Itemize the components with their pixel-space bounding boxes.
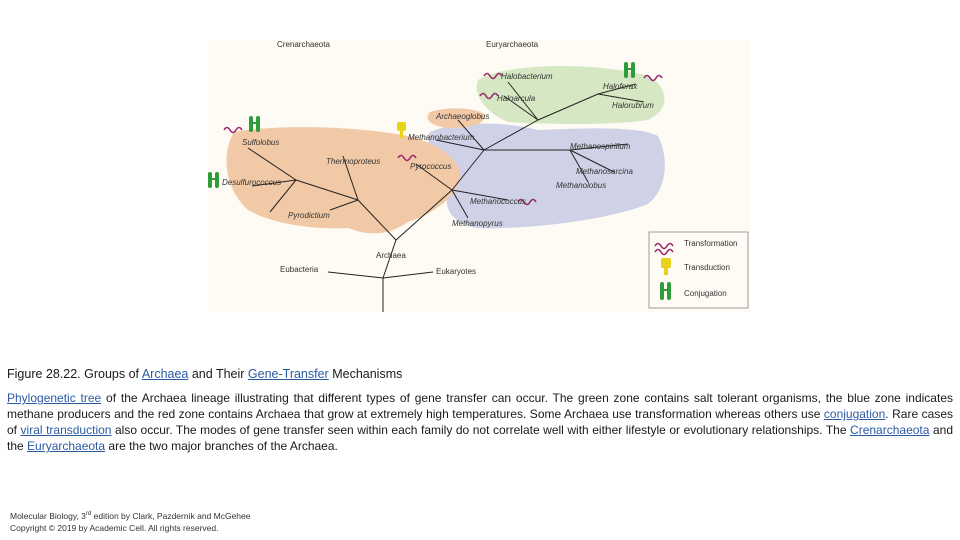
euryarchaeota-link[interactable]: Euryarchaeota [27, 439, 106, 453]
label-eubacteria: Eubacteria [280, 265, 319, 274]
copyright-credit [10, 508, 410, 534]
label-haloarcula: Haloarcula [497, 94, 536, 103]
phylogenetic-tree-diagram [208, 40, 750, 312]
legend-conjugation: Conjugation [684, 289, 727, 298]
label-archaea: Archaea [376, 251, 406, 260]
conjugation-link[interactable]: conjugation [823, 407, 886, 421]
label-thermoproteus: Thermoproteus [326, 157, 381, 166]
label-halorubrum: Halorubrum [612, 101, 654, 110]
label-pyrococcus: Pyrococcus [410, 162, 452, 171]
viral-transduction-link[interactable]: viral transduction [20, 423, 112, 437]
legend-transformation: Transformation [684, 239, 738, 248]
transduction-icon [397, 122, 406, 131]
label-halobacterium: Halobacterium [501, 72, 553, 81]
label-archaeoglobus: Archaeoglobus [436, 112, 490, 121]
label-methanopyrus: Methanopyrus [452, 219, 503, 228]
label-haloferax: Haloferax [603, 82, 638, 91]
crenarchaeota-heading: Crenarchaeota [277, 40, 330, 49]
label-eukaryotes: Eukaryotes [436, 267, 477, 276]
crenarchaeota-link[interactable]: Crenarchaeota [850, 423, 930, 437]
figure-caption: Phylogenetic tree of the Archaea lineage illustrating that different types of gene transfer can occur. The green zone contains salt tolerant organisms, the blue zone indicates methane producers and the red zone contains Archaea that grow at extremely high temperatures. Some Archaea use transformation whereas others use conjugation. Rare cases of viral transduction also occur. The modes of gene transfer seen within each family do not correlate well with either lifestyle or evolutionary relationships. The Crenarchaeota and the Euryarchaeota are the two major branches of the Archaea. [7, 391, 953, 453]
label-sulfolobus: Sulfolobus [242, 138, 280, 147]
figure-title: Figure 28.22. Groups of Archaea and Their Gene-Transfer Mechanisms [7, 367, 403, 381]
label-methanococcus: Methanococcus [470, 197, 527, 206]
gene-transfer-link[interactable]: Gene-Transfer [247, 367, 329, 381]
label-methanobacterium: Methanobacterium [408, 133, 475, 142]
label-methanospirillum: Methanospirillum [570, 142, 631, 151]
label-methanolobus: Methanolobus [556, 181, 607, 190]
archaea-link[interactable]: Archaea [141, 367, 189, 381]
credit-line-2: Copyright © 2019 by Academic Cell. All rights reserved. [10, 522, 219, 533]
euryarchaeota-heading: Euryarchaeota [486, 40, 539, 49]
transduction-legend-icon [661, 258, 671, 268]
label-pyrodictium: Pyrodictium [288, 211, 330, 220]
label-methanosarcina: Methanosarcina [576, 167, 633, 176]
label-desulfurococcus: Desulfurococcus [222, 178, 282, 187]
phylogenetic-tree-link[interactable]: Phylogenetic tree [7, 391, 102, 405]
phylogenetic-tree-figure [208, 40, 750, 312]
credit-line-1: Molecular Biology, 3rd edition by Clark, Pazdernik and McGehee [10, 510, 251, 521]
conjugation-icon [208, 172, 219, 188]
legend-transduction: Transduction [684, 263, 730, 272]
legend [649, 232, 748, 308]
